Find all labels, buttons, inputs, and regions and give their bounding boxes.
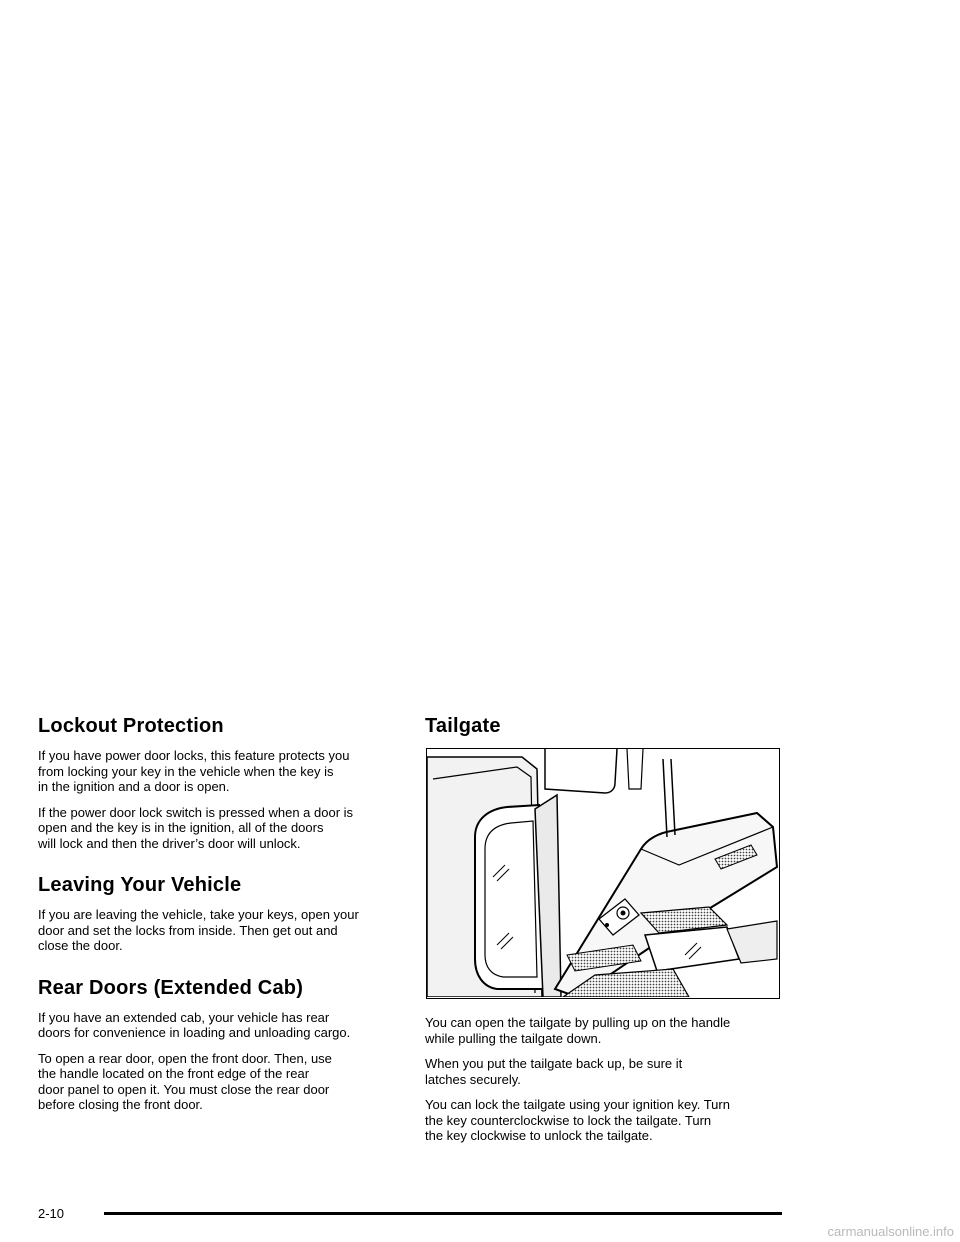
rear-doors-para-1: If you have an extended cab, your vehicle has rear doors for convenience in loading and unloading cargo. <box>38 1009 351 1040</box>
tailgate-para-3: You can lock the tailgate using your ignition key. Turn the key counterclockwise to lock the tailgate. Turn the key clockwise to unlock the tailgate. <box>425 1097 730 1143</box>
leaving-vehicle-heading: Leaving Your Vehicle <box>38 874 242 896</box>
lockout-protection-para-2: If the power door lock switch is pressed when a door is open and the key is in the ignition, all of the doors will lock and then the driver’s door will unlock. <box>38 804 354 851</box>
lockout-protection-heading: Lockout Protection <box>38 715 224 737</box>
tailgate-para-2: When you put the tailgate back up, be sure it latches securely. <box>425 1056 683 1087</box>
rear-doors-para-2: To open a rear door, open the front door. Then, use the handle located on the front edge of the rear door panel to open it. You must close the rear door before closing the front door. <box>38 1050 332 1112</box>
left-column <box>38 714 396 1123</box>
right-column <box>425 714 785 1154</box>
tailgate-heading: Tailgate <box>425 715 501 737</box>
page-number: 2-10 <box>38 1206 65 1221</box>
tailgate-drawing <box>427 749 778 997</box>
tailgate-para-1: You can open the tailgate by pulling up on the handle while pulling the tailgate down. <box>425 1015 731 1046</box>
footer-rule <box>104 1212 782 1215</box>
lockout-protection-para-1: If you have power door locks, this feature protects you from locking your key in the vehicle when the key is in the ignition and a door is open. <box>38 748 350 794</box>
watermark: carmanualsonline.info <box>827 1224 954 1239</box>
leaving-vehicle-para-1: If you are leaving the vehicle, take your keys, open your door and set the locks from inside. Then get out and close the door. <box>38 907 359 953</box>
tailgate-illustration <box>426 748 780 999</box>
rear-doors-heading: Rear Doors (Extended Cab) <box>38 976 304 999</box>
